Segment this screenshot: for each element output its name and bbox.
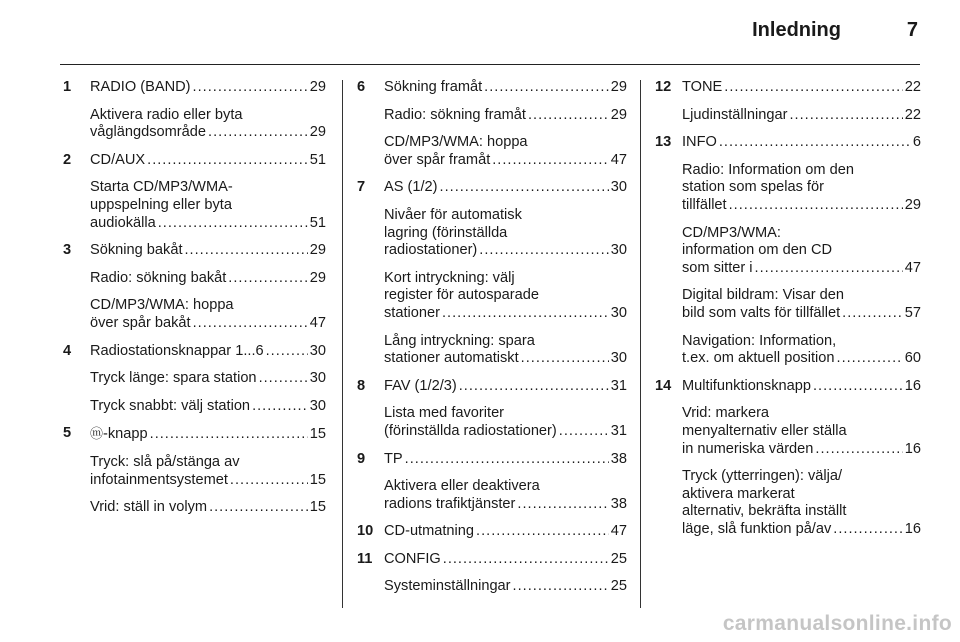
page-ref: 16	[904, 377, 921, 394]
leader-dots	[209, 499, 308, 517]
leader-dots	[193, 79, 308, 97]
index-text: radiostationer)	[384, 242, 478, 259]
page-ref: 31	[610, 377, 627, 394]
index-line	[90, 242, 326, 260]
index-line	[384, 423, 627, 441]
index-line	[90, 270, 326, 288]
leader-dots	[719, 134, 911, 152]
item-number: 6	[357, 79, 366, 95]
leader-dots	[517, 496, 608, 514]
subentry-text: Tryck: slå på/stänga av	[90, 453, 240, 470]
page-ref: 25	[610, 550, 627, 567]
index-entry	[357, 79, 627, 169]
index-line	[90, 152, 326, 170]
item-number: 14	[655, 377, 672, 394]
page-ref: 25	[610, 578, 627, 595]
index-text: INFO	[682, 134, 717, 151]
index-entry	[655, 134, 921, 368]
index-line	[682, 107, 921, 125]
index-line	[682, 441, 921, 459]
page-ref: 16	[904, 520, 921, 537]
leader-dots	[479, 242, 608, 260]
page-title: Inledning	[752, 19, 841, 41]
leader-dots	[440, 179, 609, 197]
index-line	[90, 215, 326, 233]
index-text: över spår bakåt	[90, 314, 191, 331]
index-subentry	[682, 405, 921, 458]
watermark: carmanualsonline.info	[722, 612, 952, 635]
index-subentry	[682, 287, 921, 322]
index-text: radions trafiktjänster	[384, 495, 516, 512]
index-line	[682, 260, 921, 278]
leader-dots	[252, 398, 308, 416]
index-label: -knapp	[103, 426, 148, 443]
leader-dots	[789, 107, 902, 125]
index-text: TP	[384, 450, 403, 467]
page-ref: 47	[610, 523, 627, 540]
index-line	[384, 242, 627, 260]
subentry-text: Starta CD/MP3/WMA-	[90, 179, 233, 196]
leader-dots	[459, 378, 609, 396]
index-line	[384, 107, 627, 125]
index-text: över spår framåt	[384, 151, 491, 168]
page-number: 7	[906, 19, 918, 41]
index-text: (förinställda radiostationer)	[384, 422, 557, 439]
subentry-text: Nivåer för automatisk	[384, 206, 522, 223]
index-line	[90, 343, 326, 361]
page-ref: 29	[610, 106, 627, 123]
item-number: 5	[63, 425, 72, 442]
index-text: Sökning bakåt	[90, 242, 183, 259]
index-subentry	[384, 134, 627, 169]
page-ref: 15	[309, 426, 326, 443]
index-line	[682, 521, 921, 539]
index-line	[90, 124, 326, 142]
index-subentry	[90, 270, 326, 288]
subentry-text: uppspelning eller byta	[90, 196, 232, 213]
index-subentry	[90, 398, 326, 416]
page-ref: 30	[610, 179, 627, 196]
leader-dots	[833, 521, 902, 539]
leader-dots	[443, 551, 609, 569]
leader-dots	[815, 441, 902, 459]
item-number: 9	[357, 450, 366, 467]
index-entry	[63, 79, 326, 142]
index-entry	[357, 179, 627, 367]
index-line	[682, 79, 921, 97]
index-entry	[63, 152, 326, 232]
item-number: 1	[63, 79, 72, 95]
index-text: audiokälla	[90, 214, 156, 231]
index-column-3	[655, 79, 921, 548]
page-header	[60, 0, 920, 65]
index-text: tillfället	[682, 196, 727, 213]
index-subentry	[682, 162, 921, 215]
index-text: RADIO (BAND)	[90, 79, 191, 95]
index-text: Radiostationsknappar 1...6	[90, 342, 264, 359]
leader-dots	[259, 370, 308, 388]
index-text: FAV (1/2/3)	[384, 377, 457, 394]
index-text: infotainmentsystemet	[90, 471, 228, 488]
index-line	[384, 451, 627, 469]
index-text: Multifunktionsknapp	[682, 377, 811, 394]
page-ref: 29	[610, 79, 627, 95]
index-line	[90, 79, 326, 97]
index-text: Sökning framåt	[384, 79, 483, 95]
column-divider	[640, 80, 641, 608]
index-line	[384, 551, 627, 569]
leader-dots	[442, 305, 609, 323]
index-line	[90, 425, 326, 444]
leader-dots	[513, 578, 609, 596]
page-ref: 29	[904, 196, 921, 213]
leader-dots	[228, 270, 307, 288]
subentry-text: station som spelas för	[682, 179, 824, 196]
index-line	[384, 578, 627, 596]
subentry-text: Aktivera eller deaktivera	[384, 478, 540, 495]
subentry-text: menyalternativ eller ställa	[682, 422, 847, 439]
index-line	[90, 370, 326, 388]
index-text: Systeminställningar	[384, 578, 511, 595]
item-number: 8	[357, 377, 366, 394]
index-line	[384, 496, 627, 514]
index-text: TONE	[682, 79, 723, 95]
leader-dots	[755, 260, 903, 278]
index-entry	[63, 425, 326, 516]
index-line	[90, 499, 326, 517]
index-text: CD/AUX	[90, 151, 146, 168]
leader-dots	[484, 79, 609, 97]
index-text: Ljudinställningar	[682, 106, 788, 123]
leader-dots	[492, 152, 609, 170]
leader-dots	[193, 315, 308, 333]
subentry-text: Radio: Information om den	[682, 161, 854, 178]
subentry-text: Digital bildram: Visar den	[682, 287, 844, 304]
index-subentry	[682, 333, 921, 368]
index-subentry	[682, 468, 921, 538]
subentry-text: Navigation: Information,	[682, 332, 837, 349]
index-line	[384, 79, 627, 97]
page-ref: 47	[610, 151, 627, 168]
index-text	[90, 425, 148, 444]
subentry-text: CD/MP3/WMA: hoppa	[90, 297, 234, 314]
subentry-text: Vrid: markera	[682, 405, 770, 422]
index-subentry	[90, 454, 326, 489]
leader-dots	[813, 378, 903, 396]
subentry-text: CD/MP3/WMA: hoppa	[384, 134, 528, 151]
index-entry	[63, 343, 326, 416]
index-subentry	[384, 578, 627, 596]
item-number: 11	[357, 550, 373, 567]
index-text: som sitter i	[682, 259, 753, 276]
index-subentry	[90, 297, 326, 332]
page-ref: 30	[610, 304, 627, 321]
page-ref: 51	[309, 151, 326, 168]
page-ref: 38	[610, 495, 627, 512]
index-subentry	[384, 478, 627, 513]
subentry-text: Kort intryckning: välj	[384, 269, 515, 286]
index-text: in numeriska värden	[682, 440, 814, 457]
subentry-text: CD/MP3/WMA:	[682, 224, 781, 241]
index-subentry	[384, 405, 627, 440]
index-line	[682, 305, 921, 323]
index-text: AS (1/2)	[384, 179, 438, 196]
index-text: Radio: sökning framåt	[384, 106, 526, 123]
index-line	[384, 523, 627, 541]
page-ref: 57	[904, 304, 921, 321]
page-ref: 22	[904, 106, 921, 123]
leader-dots	[150, 426, 308, 444]
index-line	[384, 350, 627, 368]
index-entry	[357, 523, 627, 541]
index-subentry	[384, 207, 627, 260]
index-text: stationer	[384, 304, 440, 321]
index-text: våglängdsområde	[90, 124, 207, 141]
leader-dots	[842, 305, 903, 323]
leader-dots	[729, 197, 903, 215]
index-subentry	[90, 107, 326, 142]
index-column-1	[63, 79, 326, 527]
index-subentry	[90, 370, 326, 388]
leader-dots	[559, 423, 609, 441]
leader-dots	[476, 523, 609, 541]
subentry-text: Lång intryckning: spara	[384, 332, 535, 349]
index-text: Vrid: ställ in volym	[90, 499, 208, 516]
page-ref: 30	[309, 370, 326, 387]
leader-dots	[266, 343, 308, 361]
index-text: bild som valts för tillfället	[682, 304, 841, 321]
leader-dots	[521, 350, 609, 368]
leader-dots	[147, 152, 308, 170]
index-subentry	[682, 225, 921, 278]
page-ref: 60	[904, 350, 921, 367]
leader-dots	[158, 215, 308, 233]
item-number: 10	[357, 523, 374, 540]
index-text: Radio: sökning bakåt	[90, 269, 227, 286]
index-line	[384, 378, 627, 396]
subentry-text: alternativ, bekräfta inställt	[682, 503, 847, 520]
page-ref: 15	[309, 499, 326, 516]
index-entry	[357, 551, 627, 596]
column-divider	[342, 80, 343, 608]
index-subentry	[384, 107, 627, 125]
page-ref: 30	[610, 350, 627, 367]
index-subentry	[90, 179, 326, 232]
index-line	[682, 350, 921, 368]
index-text: läge, slå funktion på/av	[682, 520, 832, 537]
page-ref: 47	[309, 314, 326, 331]
leader-dots	[230, 472, 308, 490]
page-ref: 51	[309, 214, 326, 231]
page-ref: 29	[309, 269, 326, 286]
item-number: 7	[357, 179, 366, 196]
power-icon: ⓜ	[90, 426, 104, 442]
index-entry	[357, 451, 627, 514]
page-ref: 30	[610, 242, 627, 259]
page-ref: 15	[309, 471, 326, 488]
page-ref: 29	[309, 242, 326, 259]
index-line	[384, 152, 627, 170]
index-line	[384, 305, 627, 323]
subentry-text: Lista med favoriter	[384, 405, 505, 422]
index-entry	[357, 378, 627, 441]
page-ref: 6	[912, 134, 921, 151]
index-subentry	[682, 107, 921, 125]
index-text: CONFIG	[384, 550, 441, 567]
item-number: 2	[63, 151, 72, 168]
subentry-text: Aktivera radio eller byta	[90, 106, 243, 123]
page-ref: 30	[309, 342, 326, 359]
index-entry	[655, 378, 921, 539]
index-line	[90, 472, 326, 490]
page-ref: 38	[610, 450, 627, 467]
index-text: stationer automatiskt	[384, 350, 519, 367]
subentry-text: Tryck (ytterringen): välja/	[682, 468, 843, 485]
page-ref: 47	[904, 259, 921, 276]
leader-dots	[405, 451, 609, 469]
index-subentry	[384, 270, 627, 323]
index-text: CD-utmatning	[384, 523, 475, 540]
subentry-text: register för autosparade	[384, 287, 539, 304]
index-subentry	[384, 333, 627, 368]
page-ref: 30	[309, 397, 326, 414]
page-ref: 29	[309, 124, 326, 141]
index-entry	[655, 79, 921, 124]
index-line	[682, 378, 921, 396]
index-column-2	[357, 79, 627, 606]
leader-dots	[185, 242, 308, 260]
index-text: Tryck snabbt: välj station	[90, 397, 251, 414]
subentry-text: information om den CD	[682, 242, 833, 259]
leader-dots	[208, 124, 308, 142]
page-ref: 16	[904, 440, 921, 457]
leader-dots	[724, 79, 902, 97]
index-line	[90, 398, 326, 416]
page-ref: 22	[904, 79, 921, 95]
item-number: 12	[655, 79, 672, 95]
page-ref: 31	[610, 422, 627, 439]
page-ref: 29	[309, 79, 326, 95]
index-line	[384, 179, 627, 197]
leader-dots	[837, 350, 903, 368]
index-subentry	[90, 499, 326, 517]
item-number: 13	[655, 134, 672, 151]
subentry-text: aktivera markerat	[682, 485, 795, 502]
subentry-text: lagring (förinställda	[384, 224, 508, 241]
item-number: 4	[63, 342, 72, 359]
index-text: t.ex. om aktuell position	[682, 350, 835, 367]
item-number: 3	[63, 242, 72, 259]
leader-dots	[528, 107, 609, 125]
index-line	[682, 134, 921, 152]
index-entry	[63, 242, 326, 332]
index-line	[682, 197, 921, 215]
index-text: Tryck länge: spara station	[90, 370, 257, 387]
index-line	[90, 315, 326, 333]
